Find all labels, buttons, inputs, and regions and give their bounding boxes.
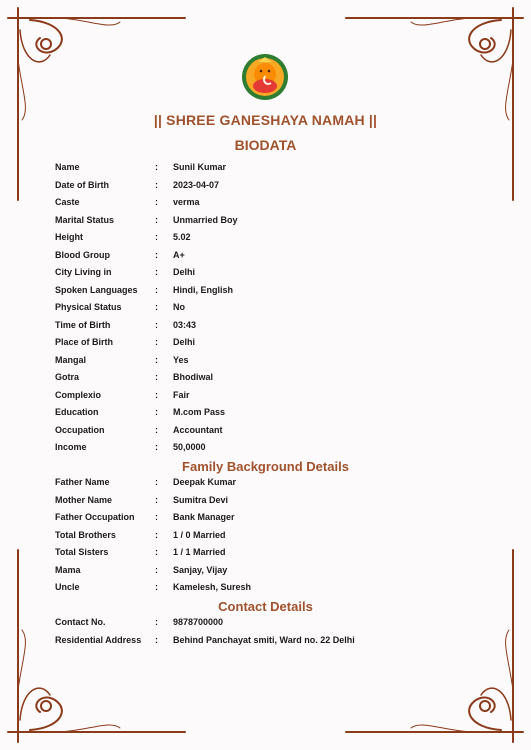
personal-details xyxy=(55,162,475,460)
detail-label: Total Brothers xyxy=(55,529,116,540)
detail-value: Hindi, English xyxy=(173,284,233,295)
separator-colon: : xyxy=(155,302,158,312)
detail-label: Gotra xyxy=(55,372,80,382)
detail-value: Delhi xyxy=(173,337,196,347)
detail-label: Place of Birth xyxy=(55,337,114,347)
detail-label: Mama xyxy=(55,564,81,575)
contact-section-title: Contact Details xyxy=(218,599,313,614)
detail-value: M.com Pass xyxy=(173,407,226,417)
detail-row xyxy=(55,320,475,338)
separator-colon: : xyxy=(155,529,158,540)
separator-colon: : xyxy=(155,617,158,627)
detail-row xyxy=(55,495,475,513)
detail-label: Spoken Languages xyxy=(55,284,138,295)
separator-colon: : xyxy=(155,389,158,400)
detail-label: Uncle xyxy=(55,582,80,592)
separator-colon: : xyxy=(155,267,158,277)
detail-value: Yes xyxy=(173,354,189,365)
detail-label: City Living in xyxy=(55,267,112,277)
separator-colon: : xyxy=(155,179,158,190)
detail-label: Mangal xyxy=(55,354,87,365)
separator-colon: : xyxy=(155,249,158,260)
separator-colon: : xyxy=(155,284,158,295)
family-details xyxy=(55,477,475,600)
detail-row xyxy=(55,547,475,565)
separator-colon: : xyxy=(155,477,158,487)
detail-label: Total Sisters xyxy=(55,547,109,557)
detail-row xyxy=(55,197,475,215)
detail-row xyxy=(55,582,475,600)
detail-row xyxy=(55,530,475,548)
detail-value: 1 / 1 Married xyxy=(173,547,226,557)
detail-row xyxy=(55,635,475,653)
detail-row xyxy=(55,442,475,460)
detail-label: Complexio xyxy=(55,389,102,400)
detail-label: Marital Status xyxy=(55,214,115,225)
detail-label: Height xyxy=(55,232,83,242)
detail-row xyxy=(55,215,475,233)
detail-value: Accountant xyxy=(173,424,223,435)
detail-label: Father Name xyxy=(55,477,110,487)
detail-value: 1 / 0 Married xyxy=(173,529,226,540)
detail-row xyxy=(55,355,475,373)
detail-row xyxy=(55,512,475,530)
separator-colon: : xyxy=(155,337,158,347)
detail-row xyxy=(55,162,475,180)
detail-row xyxy=(55,302,475,320)
detail-value: Sumitra Devi xyxy=(173,494,229,505)
contact-details xyxy=(55,617,475,652)
detail-label: Education xyxy=(55,407,99,417)
detail-label: Blood Group xyxy=(55,249,110,260)
separator-colon: : xyxy=(155,424,158,435)
detail-row xyxy=(55,267,475,285)
separator-colon: : xyxy=(155,354,158,365)
detail-label: Residential Address xyxy=(55,634,142,645)
separator-colon: : xyxy=(155,214,158,225)
detail-value: A+ xyxy=(173,249,185,260)
detail-row xyxy=(55,232,475,250)
detail-label: Name xyxy=(55,162,80,172)
detail-row xyxy=(55,372,475,390)
detail-row xyxy=(55,477,475,495)
detail-row xyxy=(55,565,475,583)
separator-colon: : xyxy=(155,372,158,382)
detail-value: Sanjay, Vijay xyxy=(173,564,228,575)
detail-row xyxy=(55,407,475,425)
detail-row xyxy=(55,617,475,635)
detail-label: Occupation xyxy=(55,424,105,435)
detail-value: Sunil Kumar xyxy=(173,162,227,172)
family-section-title: Family Background Details xyxy=(182,459,349,474)
separator-colon: : xyxy=(155,582,158,592)
separator-colon: : xyxy=(155,319,158,330)
detail-value: 9878700000 xyxy=(173,617,224,627)
ganesha-icon xyxy=(240,52,290,102)
detail-label: Income xyxy=(55,442,87,452)
detail-row xyxy=(55,285,475,303)
detail-label: Caste xyxy=(55,197,80,207)
separator-colon: : xyxy=(155,162,158,172)
detail-value: 2023-04-07 xyxy=(173,179,220,190)
detail-value: Bank Manager xyxy=(173,512,235,522)
detail-value: Kamelesh, Suresh xyxy=(173,582,252,592)
separator-colon: : xyxy=(155,442,158,452)
detail-row xyxy=(55,180,475,198)
separator-colon: : xyxy=(155,197,158,207)
separator-colon: : xyxy=(155,494,158,505)
separator-colon: : xyxy=(155,547,158,557)
detail-value: 50,0000 xyxy=(173,442,206,452)
detail-value: verma xyxy=(173,197,200,207)
detail-row xyxy=(55,390,475,408)
page-title: BIODATA xyxy=(234,137,297,153)
detail-value: No xyxy=(173,302,185,312)
detail-label: Father Occupation xyxy=(55,512,135,522)
detail-label: Physical Status xyxy=(55,302,122,312)
detail-value: 03:43 xyxy=(173,319,197,330)
separator-colon: : xyxy=(155,564,158,575)
detail-value: Behind Panchayat smiti, Ward no. 22 Delhi xyxy=(173,634,355,645)
detail-label: Date of Birth xyxy=(55,179,109,190)
detail-value: 5.02 xyxy=(173,232,191,242)
detail-row xyxy=(55,425,475,443)
detail-value: Bhodiwal xyxy=(173,372,213,382)
detail-value: Delhi xyxy=(173,267,196,277)
detail-label: Contact No. xyxy=(55,617,106,627)
separator-colon: : xyxy=(155,634,158,645)
detail-value: Fair xyxy=(173,389,190,400)
separator-colon: : xyxy=(155,232,158,242)
detail-row xyxy=(55,337,475,355)
separator-colon: : xyxy=(155,407,158,417)
detail-value: Unmarried Boy xyxy=(173,214,238,225)
detail-label: Time of Birth xyxy=(55,319,111,330)
detail-value: Deepak Kumar xyxy=(173,477,237,487)
mantra-heading: || SHREE GANESHAYA NAMAH || xyxy=(153,112,378,128)
detail-label: Mother Name xyxy=(55,494,113,505)
separator-colon: : xyxy=(155,512,158,522)
detail-row xyxy=(55,250,475,268)
